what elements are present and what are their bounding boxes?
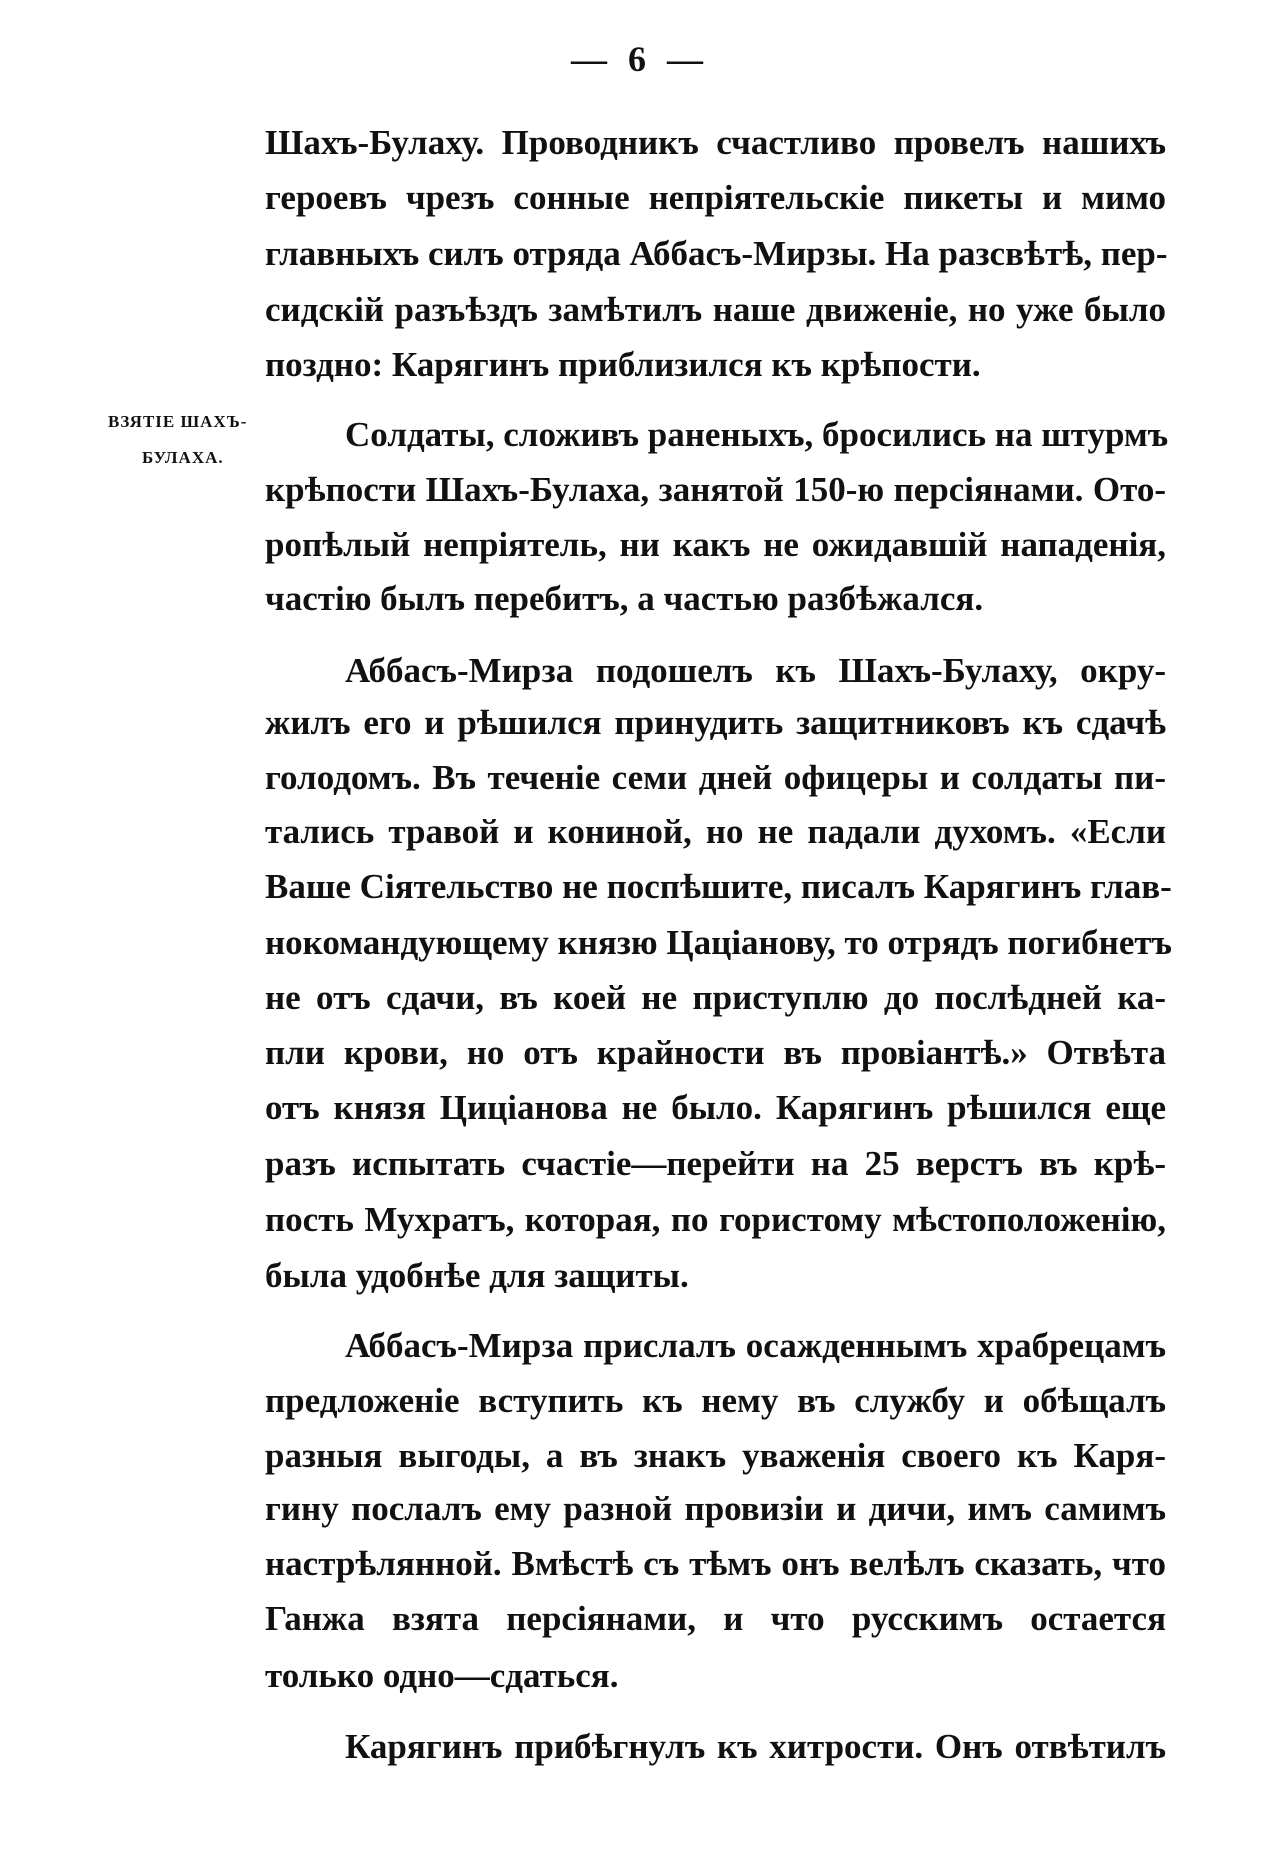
- text-line: Ваше Сіятельство не поспѣшите, писалъ Карягинъ глав-: [265, 867, 1172, 906]
- text-line: тались травой и кониной, но не падали духомъ. «Если: [265, 812, 1166, 851]
- text-line: ропѣлый непріятель, ни какъ не ожидавшій нападенія,: [265, 525, 1166, 564]
- text-line: частію былъ перебитъ, а частью разбѣжался.: [265, 579, 984, 618]
- text-line: крѣпости Шахъ-Булаха, занятой 150-ю персіянами. Ото-: [265, 470, 1166, 509]
- text-line: разныя выгоды, а въ знакъ уваженія своего къ Каря-: [265, 1436, 1166, 1475]
- text-line: поздно: Карягинъ приблизился къ крѣпости.: [265, 345, 981, 384]
- text-line: Ганжа взята персіянами, и что русскимъ остается: [265, 1599, 1166, 1638]
- text-line: голодомъ. Въ теченіе семи дней офицеры и солдаты пи-: [265, 758, 1166, 797]
- text-line: главныхъ силъ отряда Аббасъ-Мирзы. На разсвѣтѣ, пер-: [265, 234, 1168, 273]
- text-line: Аббасъ-Мирза подошелъ къ Шахъ-Булаху, окру-: [345, 651, 1166, 690]
- text-line: жилъ его и рѣшился принудить защитниковъ къ сдачѣ: [265, 703, 1166, 742]
- margin-note-line-1: ВЗЯТІЕ ШАХЪ-: [108, 412, 248, 431]
- text-line: Шахъ-Булаху. Проводникъ счастливо провелъ нашихъ: [265, 123, 1166, 162]
- margin-note-line-2: БУЛАХА.: [142, 448, 224, 467]
- text-line: Аббасъ-Мирза прислалъ осажденнымъ храбрецамъ: [345, 1326, 1166, 1365]
- page-number: — 6 —: [571, 39, 709, 79]
- text-line: пли крови, но отъ крайности въ провіантѣ.» Отвѣта: [265, 1033, 1166, 1072]
- text-line: героевъ чрезъ сонные непріятельскіе пикеты и мимо: [265, 178, 1166, 217]
- text-line: отъ князя Циціанова не было. Карягинъ рѣшился еще: [265, 1088, 1166, 1127]
- text-line: только одно—сдаться.: [265, 1656, 619, 1695]
- text-line: пость Мухратъ, которая, по гористому мѣстоположенію,: [265, 1200, 1166, 1239]
- text-line: была удобнѣе для защиты.: [265, 1256, 689, 1295]
- text-line: сидскій разъѣздъ замѣтилъ наше движеніе, но уже было: [265, 290, 1166, 329]
- text-line: гину послалъ ему разной провизіи и дичи, имъ самимъ: [265, 1489, 1166, 1528]
- text-line: разъ испытать счастіе—перейти на 25 верстъ въ крѣ-: [265, 1144, 1166, 1183]
- text-line: нокомандующему князю Цаціанову, то отрядъ погибнетъ: [265, 923, 1172, 962]
- text-line: Карягинъ прибѣгнулъ къ хитрости. Онъ отвѣтилъ: [345, 1727, 1166, 1766]
- text-line: предложеніе вступить къ нему въ службу и обѣщалъ: [265, 1381, 1166, 1420]
- text-line: Солдаты, сложивъ раненыхъ, бросились на штурмъ: [345, 415, 1169, 454]
- text-line: настрѣлянной. Вмѣстѣ съ тѣмъ онъ велѣлъ сказать, что: [265, 1544, 1166, 1583]
- text-line: не отъ сдачи, въ коей не приступлю до послѣдней ка-: [265, 978, 1166, 1017]
